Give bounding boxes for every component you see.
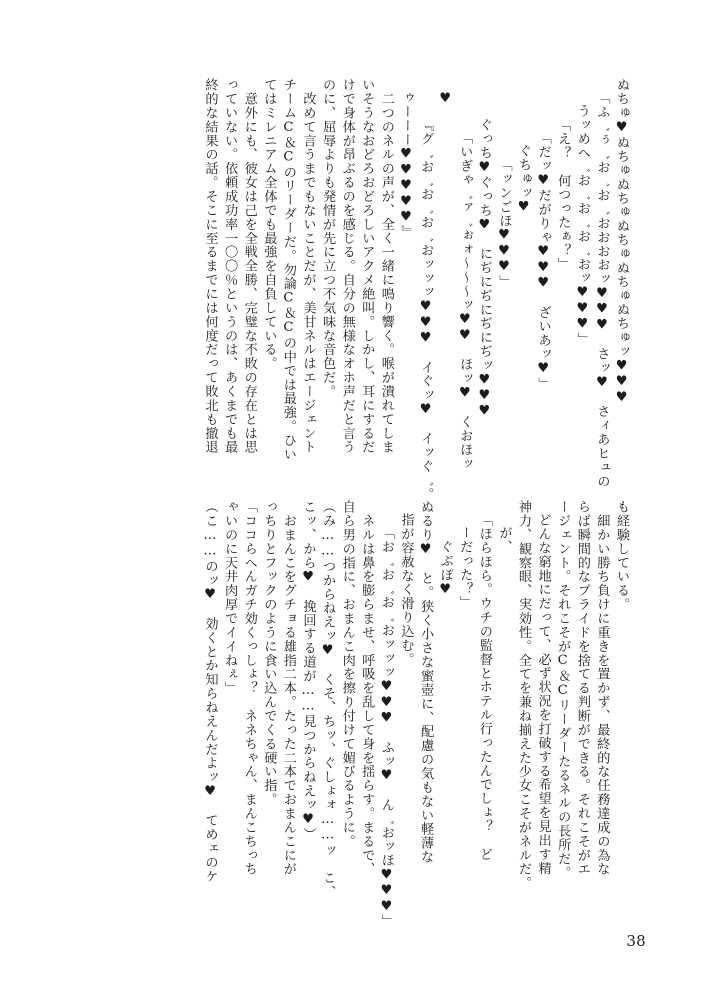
text-block-upper [197,78,629,502]
text-column: 細かい勝ち負けに重きを置かず、最終的な任務達成の為な [594,500,610,877]
text-column: 終的な結果の話。そこに至るまでには何度だって敗北も撤退 [202,78,218,455]
text-column: うッめへ゛お゛お゛お゛おッ♥♥♥」 [574,104,590,347]
text-column: ネルは鼻を膨らませ、呼吸を乱して身を揺らす。まるで、 [359,500,375,877]
text-column: ♥ [437,91,453,107]
text-column: ぬるり♥ と。狭く小さな蜜壺に、配慮の気もない軽薄な [418,500,434,864]
text-column: どんな窮地にだって、必ず状況を打破する希望を見出す精 [535,513,551,876]
text-column: が、 [496,526,512,554]
text-column: ぐぷぽ♥ [437,540,453,598]
text-column: ゃいのに天井肉厚でイイねぇ」 [222,500,238,695]
text-column: のに、屈辱よりも発情が先に立つ不気味な音色だ。 [320,78,336,399]
text-column: っていない。依頼成功率一〇〇％というのは、あくまでも最 [222,78,238,455]
text-column: （み……つからねえッ♥ くそ、ちッ、ぐしょォ……ッ こ、 [320,500,336,899]
page-number: 38 [626,932,646,950]
text-column: っちりとフックのように食い込んでくる硬い指。 [261,500,277,807]
text-column: チームC＆Cのリーダーだ。勿論C＆Cの中では最強。ひい [280,78,296,462]
text-column: こッ、から♥ 挽回する道が……見つからねえッ♥） [300,500,316,842]
text-column: 改めて言うまでもないことだが、美甘ネルはエージェント [300,78,316,455]
text-column: 「え？ 何つったぁ？」 [555,118,571,272]
text-column: ージェント。それこそがC＆Cリーダーたるネルの長所だ。 [555,500,571,880]
text-column: ゥーーー♥♥♥♥♥』 [398,91,414,240]
text-column: 自ら男の指に、おまんこ肉を擦り付けて媚びるように。 [339,500,355,849]
text-column: 「だッ♥だがりゃ♥♥♥ ざいあッ♥」 [535,131,551,391]
text-column: 「ふ゛ぅ゛お゛お゛おおおおッ♥♥♥ さッ♥ さィあヒュの [594,91,610,489]
text-column: （こ……のッ♥ 効くとか知らねえんだよッ♥ てめェのケ [202,500,218,884]
text-column: 『グ゛お゛お゛お゛おッッッ♥♥♥ イぐッ♥ イッぐ゛。 [418,118,434,502]
text-column: 二つのネルの声が、全く一緒に鳴り響く。喉が潰れてしま [378,78,394,455]
text-column: おまんこをグチョる雄指二本。たった二本でおまんこにが [280,500,296,877]
text-column: 「ほらほら。ウチの監督とホテル行ったんでしょ？ ど [476,513,492,862]
text-column: けで身体が昂ぶるのを感じる。自分の無様なオホ声だと言う [339,78,355,455]
text-column: いそうなおどろおどろしいアクメ絶叫。しかし、耳にするだ [359,78,375,455]
text-block-lower [197,500,629,929]
text-column: 指が容赦なく滑り込む。 [398,513,414,667]
text-column: ーだった？」 [457,526,473,610]
text-column: ぐっち♥ぐっち♥ にぢにぢにぢにぢッ♥♥♥ [476,118,492,420]
text-column: も経験している。 [614,500,629,612]
text-column: 「ココらへんガチ効くっしょ？ ネネちゃん、まんこちっち [241,500,257,877]
text-column: 意外にも、彼女は己を全戦全勝、完璧な不敗の存在とは思 [241,78,257,455]
text-column: ぬちゅ♥ぬちゅぬちゅぬちゅぬちゅぬちゅッ♥♥♥ [614,78,629,406]
text-column: 「ッンごほ♥♥♥」 [496,158,512,289]
text-column: 「お゛お゛お゛おッッッ♥♥♥ ふッ♥ ん゛おッほ♥♥♥」 [378,526,394,929]
text-column: らば瞬間的なプライドを捨てる判断ができる。それこそがエ [574,500,590,877]
text-column: てはミレニアム全体でも最強を自負している。 [261,78,277,371]
text-column: 「いぎゃ゛ァ゛ぉォ～～～ッ♥♥ ほッ♥ くおほッ [457,131,473,471]
text-column: 神力、観察眼、実効性。全てを兼ね揃えた少女こそがネルだ。 [516,500,532,890]
text-column: ぐちゅッ♥ [516,144,532,216]
